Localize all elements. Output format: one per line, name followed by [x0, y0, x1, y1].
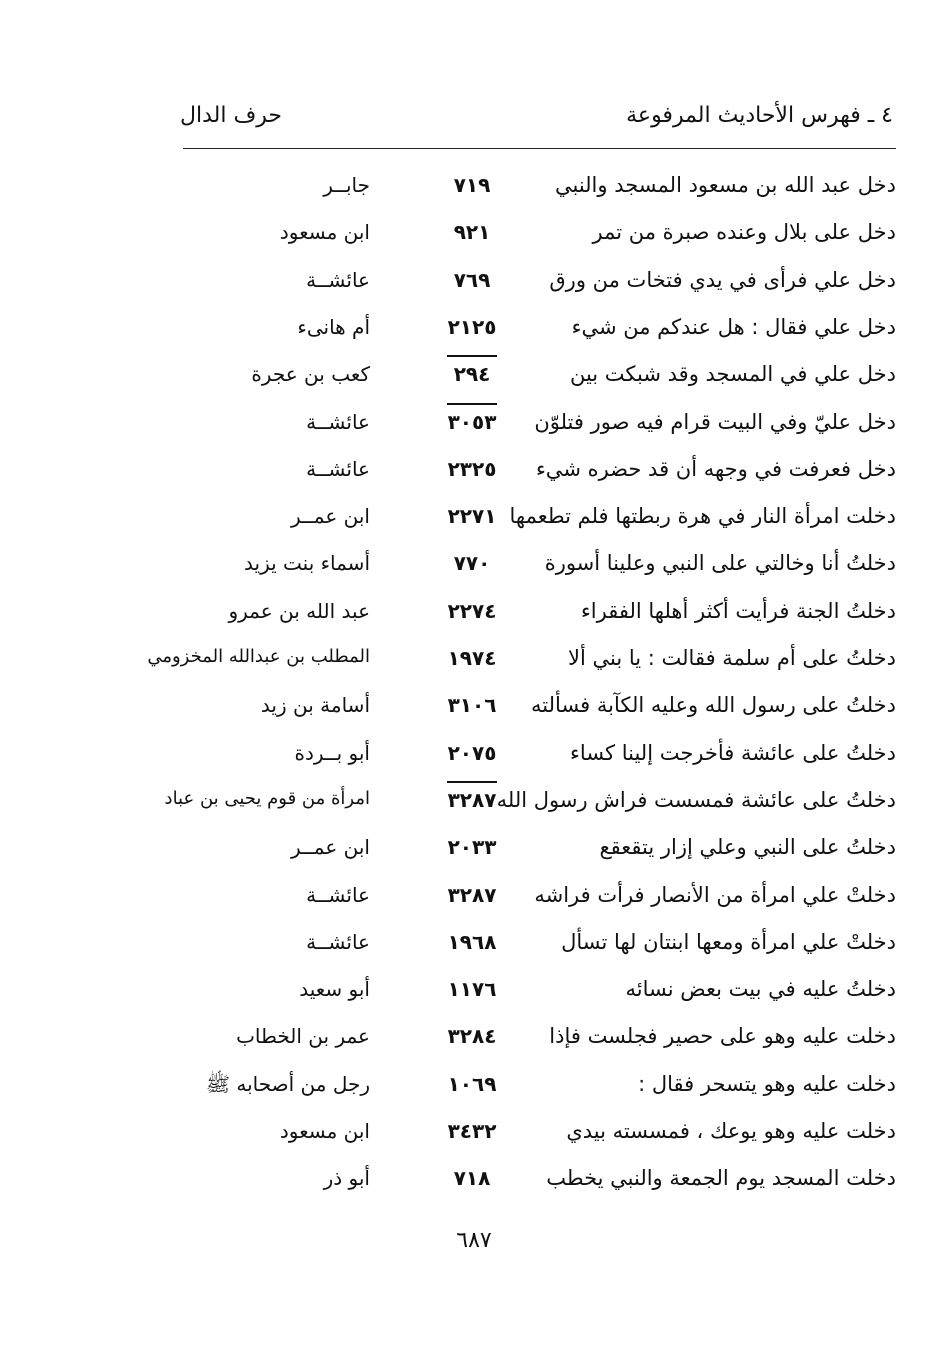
- index-entry: [0, 402, 948, 449]
- hadith-number: ٢٠٣٣: [447, 835, 497, 860]
- index-entry: [0, 1064, 948, 1111]
- narrator-name: عائشــة: [306, 267, 370, 292]
- narrator-name: ابن مسعود: [279, 1119, 370, 1143]
- hadith-opening: دخلتْ علي امرأة من الأنصار فرأت فراشه: [534, 882, 896, 907]
- index-entry: [0, 780, 948, 827]
- hadith-number: ٣٢٨٧: [447, 882, 497, 907]
- narrator-name: عائشــة: [306, 456, 370, 481]
- index-entry: [0, 260, 948, 307]
- hadith-number: ١٩٦٨: [447, 929, 497, 954]
- hadith-number: ٩٢١: [453, 220, 491, 245]
- index-entry: [0, 165, 948, 212]
- hadith-number: ٣١٠٦: [447, 693, 497, 718]
- hadith-number: ٧١٨: [453, 1166, 491, 1191]
- number-overline: [447, 403, 497, 405]
- hadith-opening: دخل عليّ وفي البيت قرام فيه صور فتلوّن: [534, 409, 896, 434]
- index-entry: [0, 1016, 948, 1063]
- index-entry: [0, 685, 948, 732]
- hadith-opening: دخلت المسجد يوم الجمعة والنبي يخطب: [546, 1166, 896, 1191]
- narrator-name: أبو ذر: [323, 1166, 370, 1191]
- hadith-number: ٢٠٧٥: [447, 740, 497, 765]
- narrator-name: أسامة بن زيد: [260, 693, 370, 718]
- narrator-name: ابن عمــر: [291, 504, 370, 529]
- hadith-opening: دخلتُ عليه في بيت بعض نسائه: [625, 977, 896, 1002]
- hadith-opening: دخلتُ على النبي وعلي إزار يتقعقع: [599, 835, 896, 860]
- index-entry: [0, 307, 948, 354]
- hadith-opening: دخلتُ أنا وخالتي على النبي وعلينا أسورة: [544, 551, 896, 576]
- hadith-number: ٧٦٩: [453, 267, 491, 292]
- narrator-name: عائشــة: [306, 929, 370, 954]
- hadith-number: ١٩٧٤: [447, 646, 497, 670]
- narrator-name: امرأة من قوم يحيى بن عباد: [164, 787, 370, 809]
- hadith-number: ٣٠٥٣: [447, 409, 497, 434]
- narrator-name: جابــر: [323, 173, 370, 197]
- running-header-section: حرف الدال: [180, 103, 282, 128]
- index-entry: [0, 827, 948, 874]
- narrator-name: عبد الله بن عمرو: [228, 598, 370, 623]
- narrator-name: عائشــة: [306, 409, 370, 434]
- narrator-name: ابن عمــر: [291, 835, 370, 860]
- hadith-number: ٧٧٠: [453, 551, 491, 576]
- index-entry: [0, 591, 948, 638]
- header-rule: [183, 148, 896, 149]
- narrator-name: المطلب بن عبدالله المخزومي: [147, 646, 370, 667]
- hadith-opening: دخلت امرأة النار في هرة ربطتها فلم تطعمها: [509, 504, 896, 529]
- narrator-name: أبو سعيد: [299, 977, 370, 1002]
- hadith-opening: دخلتُ الجنة فرأيت أكثر أهلها الفقراء: [580, 598, 896, 623]
- running-header-title: ٤ ـ فهرس الأحاديث المرفوعة: [626, 103, 893, 128]
- narrator-name: أم هانىء: [297, 314, 370, 339]
- hadith-number: ٢٩٤: [453, 362, 491, 387]
- hadith-opening: دخلت عليه وهو يتسحر فقال :: [638, 1071, 896, 1096]
- hadith-opening: دخلتْ علي امرأة ومعها ابنتان لها تسأل: [561, 929, 896, 954]
- hadith-number: ٢١٢٥: [447, 314, 497, 339]
- hadith-opening: دخلتُ على عائشة فأخرجت إلينا كساء: [570, 740, 896, 765]
- narrator-name: رجل من أصحابه ﷺ: [205, 1071, 370, 1096]
- index-entry: [0, 1111, 948, 1158]
- hadith-opening: دخل على بلال وعنده صبرة من تمر: [592, 220, 896, 245]
- index-entry: [0, 733, 948, 780]
- hadith-opening: دخل علي فقال : هل عندكم من شيء: [571, 314, 896, 339]
- hadith-opening: دخلتُ على أم سلمة فقالت : يا بني ألا: [568, 646, 896, 670]
- index-entry: [0, 496, 948, 543]
- hadith-number: ٣٢٨٤: [447, 1024, 497, 1049]
- narrator-name: ابن مسعود: [279, 220, 370, 245]
- narrator-name: عائشــة: [306, 882, 370, 907]
- narrator-name: كعب بن عجرة: [251, 362, 370, 387]
- hadith-number: ٢٣٢٥: [447, 456, 497, 481]
- hadith-opening: دخلت عليه وهو على حصير فجلست فإذا: [549, 1024, 896, 1049]
- page-number: ٦٨٧: [456, 1228, 492, 1253]
- index-entry: [0, 449, 948, 496]
- index-entry: [0, 354, 948, 401]
- hadith-opening: دخل علي في المسجد وقد شبكت بين: [569, 362, 896, 387]
- hadith-opening: دخلت عليه وهو يوعك ، فمسسته بيدي: [566, 1119, 896, 1143]
- index-entry: [0, 543, 948, 590]
- narrator-name: أبو بــردة: [294, 740, 370, 765]
- hadith-opening: دخل فعرفت في وجهه أن قد حضره شيء: [535, 456, 896, 481]
- hadith-opening: دخلتُ على عائشة فمسست فراش رسول الله: [496, 787, 896, 812]
- index-entry: [0, 638, 948, 685]
- hadith-number: ١١٧٦: [447, 977, 497, 1002]
- number-overline: [447, 781, 497, 783]
- hadith-opening: دخلتُ على رسول الله وعليه الكآبة فسألته: [531, 693, 896, 718]
- index-entry: [0, 1158, 948, 1205]
- hadith-opening: دخل علي فرأى في يدي فتخات من ورق: [549, 267, 896, 292]
- hadith-number: ٢٢٧١: [447, 504, 497, 529]
- index-entry: [0, 969, 948, 1016]
- index-entry: [0, 922, 948, 969]
- hadith-number: ٣٤٣٢: [447, 1119, 497, 1143]
- index-entry: [0, 212, 948, 259]
- hadith-number: ٢٢٧٤: [447, 598, 497, 623]
- narrator-name: أسماء بنت يزيد: [244, 551, 370, 576]
- narrator-name: عمر بن الخطاب: [236, 1024, 370, 1049]
- number-overline: [447, 355, 497, 357]
- hadith-opening: دخل عبد الله بن مسعود المسجد والنبي: [554, 173, 896, 197]
- hadith-number: ١٠٦٩: [447, 1071, 497, 1096]
- index-entry: [0, 875, 948, 922]
- hadith-number: ٣٢٨٧: [447, 787, 497, 812]
- hadith-number: ٧١٩: [453, 173, 491, 197]
